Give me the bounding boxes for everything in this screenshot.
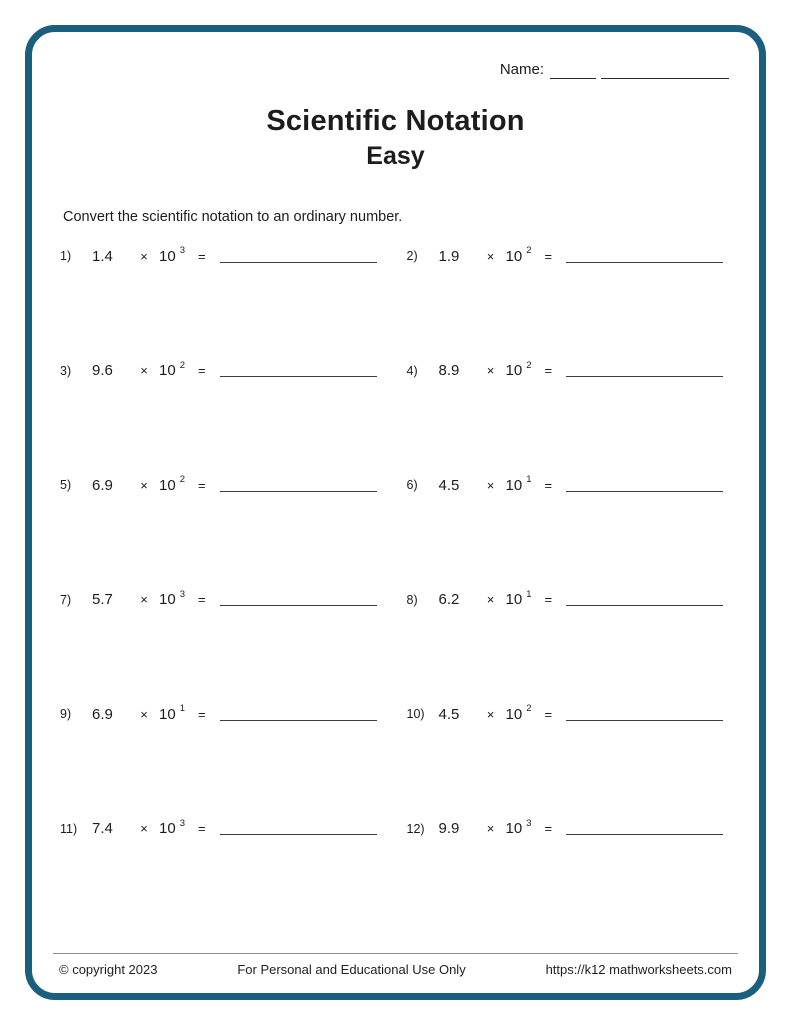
problem-item xyxy=(60,819,383,837)
instruction-text: Convert the scientific notation to an ordinary number. xyxy=(63,209,403,225)
problem-item xyxy=(60,246,383,264)
answer-line xyxy=(220,376,377,377)
multiply-sign: × xyxy=(140,592,148,607)
coefficient: 5.7 xyxy=(92,591,113,608)
problem-item xyxy=(407,361,730,379)
coefficient: 7.4 xyxy=(92,820,113,837)
equals-sign: = xyxy=(544,477,553,493)
coefficient: 6.9 xyxy=(92,476,113,494)
exponent: 3 xyxy=(179,245,185,256)
problem-item xyxy=(60,475,383,493)
base-ten: 10 xyxy=(159,705,176,723)
name-label: Name: xyxy=(499,61,544,78)
answer-line xyxy=(220,605,377,606)
coefficient: 8.9 xyxy=(438,362,460,379)
base-ten: 10 xyxy=(159,476,176,494)
answer-line xyxy=(220,491,377,492)
answer-line xyxy=(566,262,723,263)
equals-sign: = xyxy=(197,477,206,493)
name-row xyxy=(32,62,729,79)
base-ten: 10 xyxy=(159,247,176,265)
equals-sign: = xyxy=(544,248,553,264)
problem-number: 2) xyxy=(406,249,418,263)
multiply-sign: × xyxy=(486,477,495,493)
problem-item xyxy=(60,704,383,722)
problem-number: 10) xyxy=(406,707,425,721)
footer-usage-note: For Personal and Educational Use Only xyxy=(237,962,466,977)
multiply-sign: × xyxy=(140,363,148,378)
name-blank-line-long xyxy=(601,65,729,79)
coefficient: 4.5 xyxy=(438,705,460,723)
problem-item xyxy=(407,246,730,264)
multiply-sign: × xyxy=(140,706,148,722)
problem-item xyxy=(60,590,383,608)
exponent: 1 xyxy=(179,703,185,714)
coefficient: 6.2 xyxy=(438,591,460,608)
coefficient: 4.5 xyxy=(438,476,460,494)
base-ten: 10 xyxy=(505,705,523,723)
multiply-sign: × xyxy=(486,363,495,378)
answer-line xyxy=(566,491,723,492)
worksheet-title: Scientific Notation xyxy=(266,105,525,137)
coefficient: 1.4 xyxy=(92,247,113,265)
exponent: 3 xyxy=(526,817,532,829)
answer-line xyxy=(220,720,377,721)
problem-item xyxy=(407,819,730,837)
problem-number: 3) xyxy=(60,363,72,378)
coefficient: 6.9 xyxy=(92,705,113,723)
equals-sign: = xyxy=(544,592,553,607)
equals-sign: = xyxy=(197,248,206,264)
base-ten: 10 xyxy=(505,362,523,379)
problem-number: 8) xyxy=(406,592,418,607)
footer-copyright: © copyright 2023 xyxy=(59,962,158,977)
multiply-sign: × xyxy=(486,592,495,607)
problem-number: 9) xyxy=(60,707,72,721)
equals-sign: = xyxy=(544,706,553,722)
base-ten: 10 xyxy=(505,820,523,837)
multiply-sign: × xyxy=(486,821,495,836)
answer-line xyxy=(566,720,723,721)
exponent: 1 xyxy=(526,474,532,485)
exponent: 2 xyxy=(526,359,532,371)
footer xyxy=(53,953,738,977)
problem-item xyxy=(60,361,383,379)
base-ten: 10 xyxy=(505,247,523,265)
problem-number: 4) xyxy=(406,363,418,378)
problem-number: 5) xyxy=(60,478,72,492)
equals-sign: = xyxy=(197,821,206,836)
coefficient: 9.6 xyxy=(92,362,113,379)
answer-line xyxy=(566,834,723,835)
equals-sign: = xyxy=(197,363,206,378)
coefficient: 9.9 xyxy=(438,820,460,837)
answer-line xyxy=(566,605,723,606)
equals-sign: = xyxy=(197,706,206,722)
exponent: 2 xyxy=(526,245,532,256)
multiply-sign: × xyxy=(486,248,495,264)
problems-grid xyxy=(60,246,729,933)
exponent: 3 xyxy=(179,817,185,829)
base-ten: 10 xyxy=(159,591,176,608)
exponent: 3 xyxy=(179,588,185,600)
multiply-sign: × xyxy=(140,477,148,493)
base-ten: 10 xyxy=(505,591,523,608)
answer-line xyxy=(220,834,377,835)
multiply-sign: × xyxy=(486,706,495,722)
coefficient: 1.9 xyxy=(438,247,460,265)
base-ten: 10 xyxy=(159,820,176,837)
multiply-sign: × xyxy=(140,248,148,264)
problem-number: 6) xyxy=(406,478,418,492)
problem-number: 7) xyxy=(60,592,72,607)
exponent: 1 xyxy=(526,588,532,600)
problem-number: 12) xyxy=(406,821,425,836)
equals-sign: = xyxy=(544,821,553,836)
exponent: 2 xyxy=(179,359,185,371)
problem-item xyxy=(407,590,730,608)
exponent: 2 xyxy=(179,474,185,485)
worksheet-subtitle: Easy xyxy=(366,142,425,170)
equals-sign: = xyxy=(544,363,553,378)
exponent: 2 xyxy=(526,703,532,714)
base-ten: 10 xyxy=(159,362,176,379)
base-ten: 10 xyxy=(505,476,523,494)
equals-sign: = xyxy=(197,592,206,607)
multiply-sign: × xyxy=(140,821,148,836)
footer-website-link[interactable]: https://k12 mathworksheets.com xyxy=(545,962,732,977)
problem-item xyxy=(407,475,730,493)
answer-line xyxy=(220,262,377,263)
answer-line xyxy=(566,376,723,377)
worksheet-page xyxy=(25,25,766,1000)
problem-item xyxy=(407,704,730,722)
problem-number: 1) xyxy=(60,249,72,263)
problem-number: 11) xyxy=(60,821,78,836)
name-blank-line-short xyxy=(550,65,596,79)
